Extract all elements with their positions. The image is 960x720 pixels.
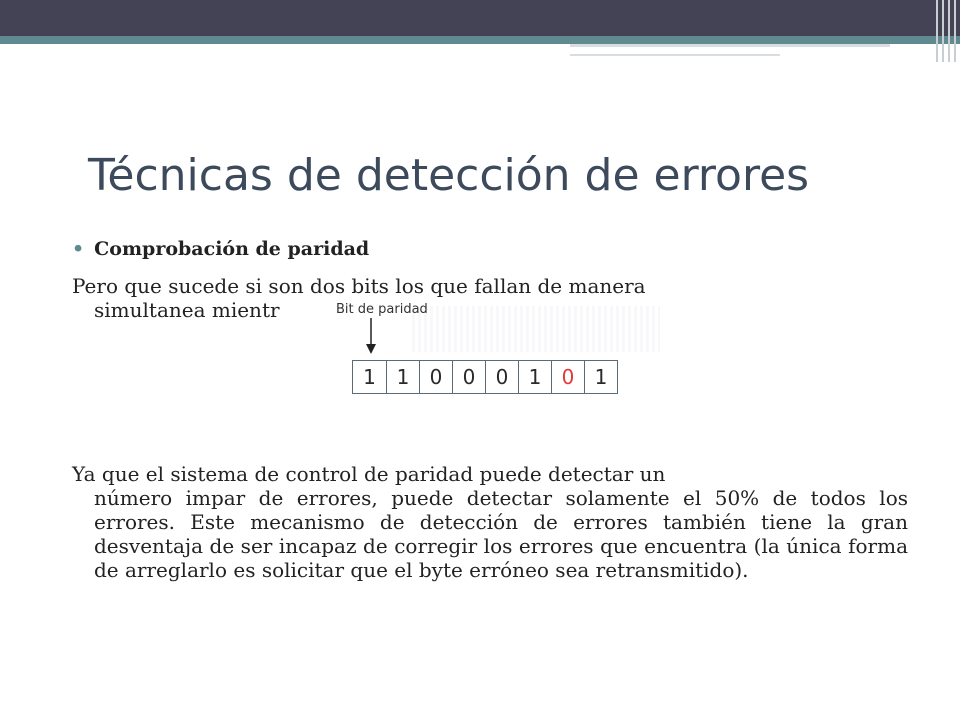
bit-cell: 0 (485, 361, 518, 393)
bullet-text: Comprobación de paridad (94, 238, 370, 260)
bit-cell: 1 (584, 361, 617, 393)
bit-cell: 0 (551, 361, 584, 393)
paragraph-1-line: Pero que sucede si son dos bits los que fallan de manera (72, 274, 646, 298)
bit-cell: 1 (518, 361, 551, 393)
accent-line-thin-short (570, 54, 780, 56)
slide-title: Técnicas de detección de errores (88, 150, 810, 201)
top-banner (0, 0, 960, 36)
bullet-item (72, 238, 369, 260)
accent-line-thin (570, 44, 890, 47)
bit-cell: 0 (452, 361, 485, 393)
accent-line (0, 36, 960, 44)
down-arrow-icon (366, 318, 376, 354)
bit-cell: 1 (386, 361, 419, 393)
paragraph-2-continuation: número impar de errores, puede detectar solamente el 50% de todos los errores. Este mecanismo de detección de errores también tiene la gran desventaja de ser incapaz de corregir los errores que encuentra (la única forma de arreglarlo es solicitar que el byte erróneo sea retransmitido). (94, 486, 908, 582)
bit-cell: 1 (363, 365, 376, 389)
bullet-dot-icon: • (72, 238, 85, 260)
figure-overlay (412, 306, 660, 352)
parity-figure (332, 302, 664, 394)
bit-row (352, 360, 618, 394)
parity-bit-label: Bit de paridad (336, 302, 428, 317)
paragraph-2 (72, 462, 908, 582)
paragraph-2-line: Ya que el sistema de control de paridad puede detectar un (72, 462, 666, 486)
decorative-stripes (928, 0, 960, 62)
paragraph-1-continuation: simultanea mientr (94, 298, 280, 322)
bit-cell: 0 (419, 361, 452, 393)
